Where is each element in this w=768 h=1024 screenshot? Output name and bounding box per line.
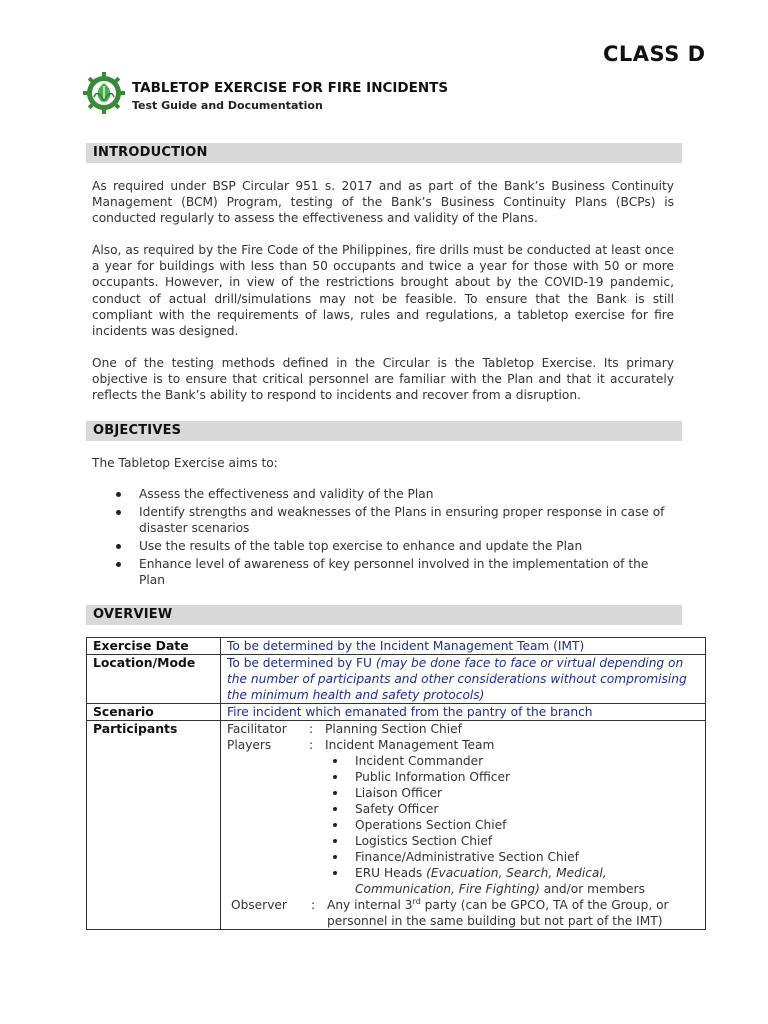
facilitator-colon: : xyxy=(309,722,314,736)
table-row xyxy=(87,638,706,655)
players-value: Incident Management Team xyxy=(325,738,495,752)
list-item: Incident Commander xyxy=(355,753,699,769)
list-item: Operations Section Chief xyxy=(355,817,699,833)
exercise-date-label: Exercise Date xyxy=(87,638,221,655)
intro-paragraph-3: One of the testing methods defined in the Circular is the Tabletop Exercise. Its primary objective is to ensure that critical personnel are familiar with the Plan and that it accurately reflects the Bank’s ability to respond to incidents and recover from a disruption. xyxy=(92,356,674,403)
observer-value: party (can be GPCO, TA of the Group, or personnel in the same building but not part of the IMT) xyxy=(327,898,669,928)
list-item: Public Information Officer xyxy=(355,769,699,785)
location-value-cell xyxy=(221,655,706,704)
introduction-heading-bar xyxy=(86,143,682,163)
observer-colon: : xyxy=(311,898,316,912)
location-value: To be determined by FU xyxy=(227,656,376,670)
intro-paragraph-2: Also, as required by the Fire Code of the Philippines, fire drills must be conducted at least once a year for buildings with less than 50 occupants and twice a year for those with 50 or more occupants. However, in view of the restrictions brought about by the COVID-19 pandemic, conduct of actual drill/simulations may not be feasible. To ensure that the Bank is still compliant with the requirements of laws, rules and regulations, a tabletop exercise for fire incidents was designed. xyxy=(92,243,674,339)
list-item: Finance/Administrative Section Chief xyxy=(355,849,699,865)
list-item: Enhance level of awareness of key personnel involved in the implementation of the Plan xyxy=(92,556,674,588)
eru-suffix: and/or members xyxy=(539,882,645,896)
list-item: Safety Officer xyxy=(355,801,699,817)
objectives-list xyxy=(92,486,674,590)
players-role: Players xyxy=(227,738,272,752)
players-row xyxy=(227,737,699,753)
eru-prefix: ERU Heads xyxy=(355,866,427,880)
table-row xyxy=(87,721,706,930)
participants-cell xyxy=(221,721,706,930)
scenario-value: Fire incident which emanated from the pantry of the branch xyxy=(221,704,706,721)
observer-prefix: Any internal 3 xyxy=(327,898,413,912)
observer-row xyxy=(227,897,699,929)
observer-role: Observer xyxy=(231,898,287,912)
overview-heading-bar xyxy=(86,605,682,625)
facilitator-value: Planning Section Chief xyxy=(325,722,462,736)
participants-label: Participants xyxy=(87,721,221,930)
scenario-label: Scenario xyxy=(87,704,221,721)
list-item: Logistics Section Chief xyxy=(355,833,699,849)
players-colon: : xyxy=(309,738,314,752)
overview-table xyxy=(86,637,706,930)
observer-sup: rd xyxy=(412,896,421,906)
table-row xyxy=(87,655,706,704)
exercise-date-value: To be determined by the Incident Management Team (IMT) xyxy=(221,638,706,655)
leaf-gear-logo-icon xyxy=(82,71,126,115)
document-title: TABLETOP EXERCISE FOR FIRE INCIDENTS xyxy=(132,80,449,96)
facilitator-role: Facilitator xyxy=(227,722,287,736)
overview-heading: OVERVIEW xyxy=(93,607,173,622)
list-item: Use the results of the table top exercise to enhance and update the Plan xyxy=(92,538,674,554)
list-item: Identify strengths and weaknesses of the Plans in ensuring proper response in case of disaster scenarios xyxy=(92,504,674,536)
introduction-heading: INTRODUCTION xyxy=(93,145,208,160)
observer-value-wrap xyxy=(327,897,699,929)
facilitator-row xyxy=(227,721,699,737)
list-item: Assess the effectiveness and validity of the Plan xyxy=(92,486,674,502)
team-list xyxy=(227,753,699,897)
document-subtitle: Test Guide and Documentation xyxy=(132,99,323,112)
location-label: Location/Mode xyxy=(87,655,221,704)
list-item: Liaison Officer xyxy=(355,785,699,801)
class-label: CLASS D xyxy=(603,42,706,66)
objectives-lead: The Tabletop Exercise aims to: xyxy=(92,456,278,470)
eru-heads-item xyxy=(355,865,699,897)
intro-paragraph-1: As required under BSP Circular 951 s. 2017 and as part of the Bank’s Business Continuity Management (BCM) Program, testing of the Bank’s Business Continuity Plans (BCPs) is conducted regularly to assess the effectiveness and validity of the Plans. xyxy=(92,179,674,226)
table-row xyxy=(87,704,706,721)
location-note: (may be done face to face or virtual depending on the number of participants and other considerations without compromising the minimum health and safety protocols) xyxy=(227,656,687,702)
objectives-heading-bar xyxy=(86,421,682,441)
objectives-heading: OBJECTIVES xyxy=(93,423,182,438)
eru-note: (Evacuation, Search, Medical, Communication, Fire Fighting) xyxy=(355,866,607,896)
